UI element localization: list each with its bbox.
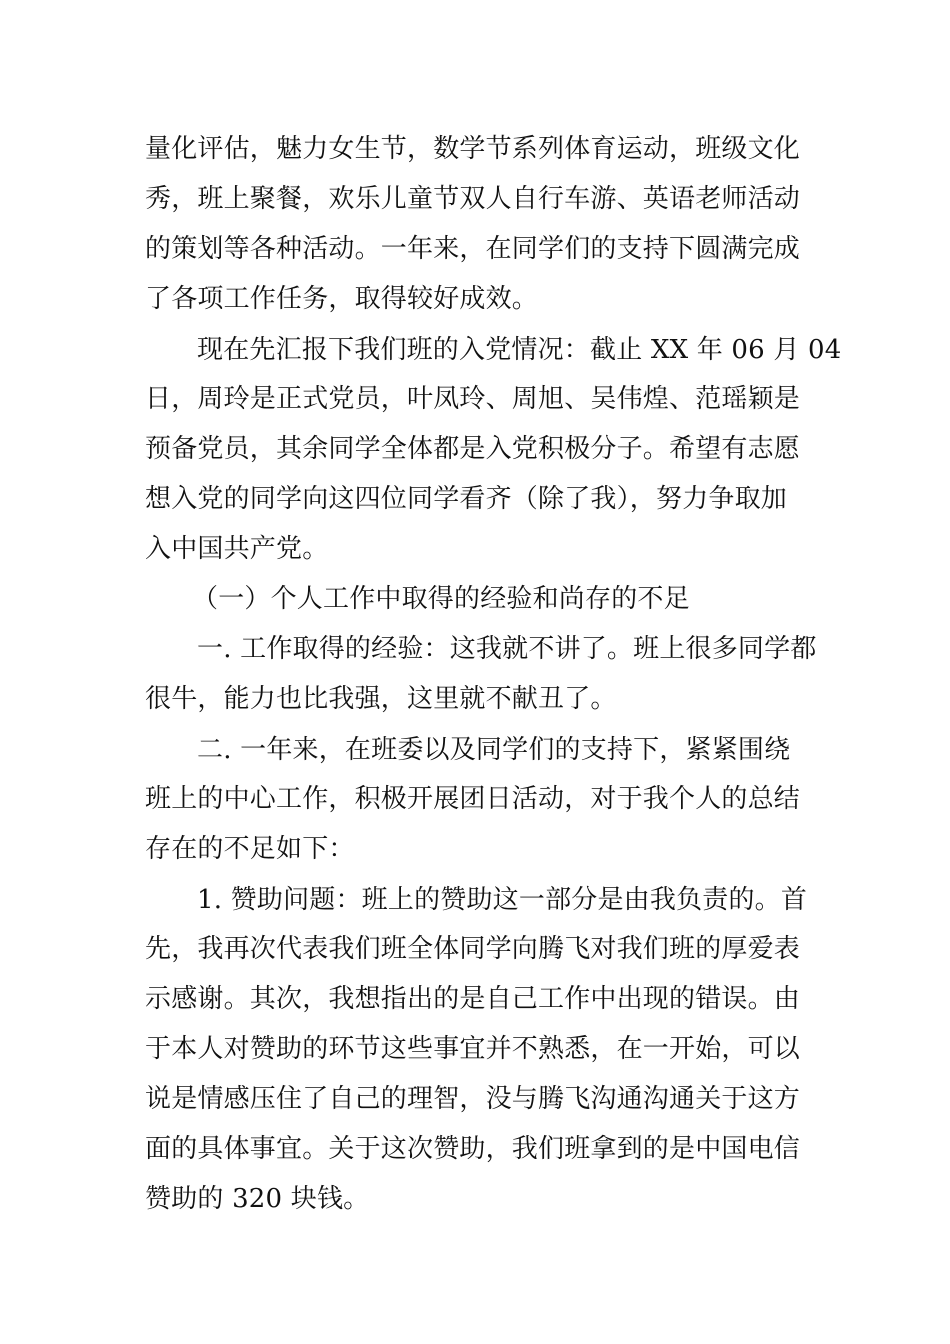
paragraph-6-line-2: 先，我再次代表我们班全体同学向腾飞对我们班的厚爱表 bbox=[145, 934, 801, 964]
paragraph-6-line-5: 说是情感压住了自己的理智，没与腾飞沟通沟通关于这方 bbox=[145, 1084, 801, 1114]
paragraph-6-line-7: 赞助的 320 块钱。 bbox=[145, 1184, 370, 1214]
paragraph-6-line-4: 于本人对赞助的环节这些事宜并不熟悉，在一开始，可以 bbox=[145, 1034, 801, 1064]
paragraph-2-line-5: 入中国共产党。 bbox=[145, 534, 329, 564]
paragraph-2-line-1: 现在先汇报下我们班的入党情况：截止 XX 年 06 月 04 bbox=[197, 335, 842, 365]
paragraph-4-line-2: 很牛，能力也比我强，这里就不献丑了。 bbox=[145, 684, 617, 714]
paragraph-5-line-3: 存在的不足如下： bbox=[145, 834, 355, 864]
paragraph-5-line-1: 二. 一年来，在班委以及同学们的支持下，紧紧围绕 bbox=[197, 735, 791, 765]
paragraph-2-line-2: 日，周玲是正式党员，叶凤玲、周旭、吴伟煌、范瑶颖是 bbox=[145, 384, 801, 414]
paragraph-6-line-3: 示感谢。其次，我想指出的是自己工作中出现的错误。由 bbox=[145, 984, 801, 1014]
paragraph-1-line-2: 秀，班上聚餐，欢乐儿童节双人自行车游、英语老师活动 bbox=[145, 184, 801, 214]
section-heading: （一）个人工作中取得的经验和尚存的不足 bbox=[192, 584, 690, 614]
paragraph-4-line-1: 一. 工作取得的经验：这我就不讲了。班上很多同学都 bbox=[197, 634, 817, 664]
paragraph-6-line-6: 面的具体事宜。关于这次赞助，我们班拿到的是中国电信 bbox=[145, 1134, 801, 1164]
paragraph-1-line-1: 量化评估，魅力女生节，数学节系列体育运动，班级文化 bbox=[145, 134, 801, 164]
paragraph-6-line-1: 1. 赞助问题：班上的赞助这一部分是由我负责的。首 bbox=[197, 885, 808, 915]
paragraph-2-line-3: 预备党员，其余同学全体都是入党积极分子。希望有志愿 bbox=[145, 434, 801, 464]
paragraph-5-line-2: 班上的中心工作，积极开展团日活动，对于我个人的总结 bbox=[145, 784, 801, 814]
paragraph-1-line-4: 了各项工作任务，取得较好成效。 bbox=[145, 284, 539, 314]
paragraph-2-line-4: 想入党的同学向这四位同学看齐（除了我），努力争取加 bbox=[145, 484, 788, 514]
paragraph-1-line-3: 的策划等各种活动。一年来，在同学们的支持下圆满完成 bbox=[145, 234, 801, 264]
